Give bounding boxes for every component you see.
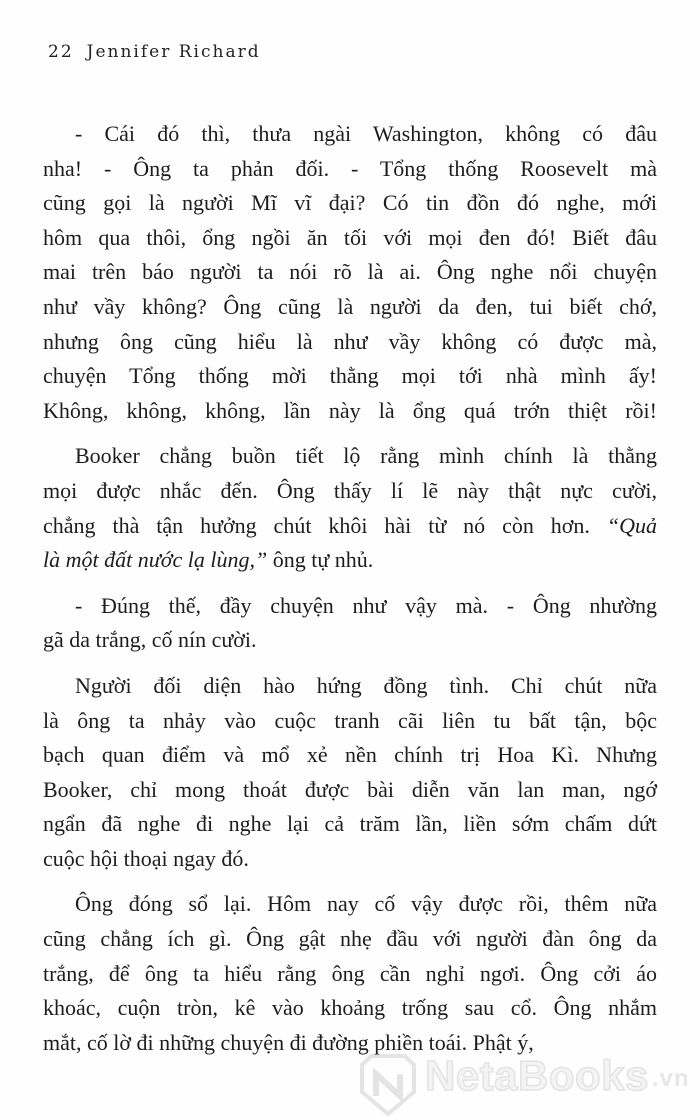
text-line: là ông ta nhảy vào cuộc tranh cãi liên tu bất tận, bộc: [43, 707, 657, 733]
paragraph: [43, 669, 657, 877]
text-line: Người đối diện hào hứng đồng tình. Chỉ chút nữa: [75, 672, 657, 698]
text-segment: ông tự nhủ.: [267, 547, 374, 573]
text-line: hôm qua thôi, ổng ngồi ăn tối với mọi đen đó! Biết đâu: [43, 224, 657, 250]
text-line: Ông đóng sổ lại. Hôm nay cố vậy được rồi, thêm nữa: [75, 891, 657, 917]
text-line: mọi được nhắc đến. Ông thấy lí lẽ này thật nực cười,: [43, 477, 657, 503]
page-number: 22: [48, 42, 74, 62]
watermark-tld: .vn: [651, 1065, 690, 1092]
text-line: nhưng ông cũng hiểu là như vầy không có được mà,: [43, 328, 657, 354]
text-line: Booker chẳng buồn tiết lộ rằng mình chính là thằng: [75, 443, 657, 469]
page-body: [43, 117, 657, 1060]
text-line: gã da trắng, cố nín cười.: [43, 627, 257, 653]
paragraph: [43, 589, 657, 658]
text-line: chuyện Tổng thống mời thằng mọi tới nhà mình ấy!: [43, 363, 657, 389]
text-line: cũng gọi là người Mĩ vĩ đại? Có tin đồn đó nghe, mới: [43, 190, 657, 216]
paragraph: [43, 887, 657, 1060]
text-line: [43, 509, 657, 544]
text-line: cuộc hội thoại ngay đó.: [43, 845, 249, 871]
text-line: trắng, để ông ta hiểu rằng ông cần nghỉ ngơi. Ông cởi áo: [43, 960, 657, 986]
running-head: [48, 42, 261, 62]
watermark-brand: NetaBooks: [425, 1052, 649, 1099]
text-line: - Đúng thế, đầy chuyện như vậy mà. - Ông nhường: [75, 592, 657, 618]
netabooks-shield-icon: [360, 1054, 416, 1116]
text-line: - Cái đó thì, thưa ngài Washington, không có đâu: [75, 121, 657, 146]
text-line: [43, 543, 657, 578]
text-line: mắt, cố lờ đi những chuyện đi đường phiền toái. Phật ý,: [43, 1029, 534, 1055]
text-line: khoác, cuộn tròn, kê vào khoảng trống sau cổ. Ông nhắm: [43, 995, 657, 1021]
italic-quote-segment: “Quả: [606, 512, 657, 538]
paragraph: [43, 117, 657, 428]
italic-quote-segment: là một đất nước lạ lùng,”: [43, 547, 268, 573]
text-line: bạch quan điểm và mổ xẻ nền chính trị Hoa Kì. Nhưng: [43, 742, 657, 768]
text-line: cũng chẳng ích gì. Ông gật nhẹ đầu với người đàn ông da: [43, 926, 657, 952]
text-line: mai trên báo người ta nói rõ là ai. Ông nghe nổi chuyện: [43, 259, 657, 285]
text-line: Không, không, không, lần này là ổng quá trớn thiệt rồi!: [43, 397, 657, 423]
text-line: Booker, chỉ mong thoát được bài diễn văn lan man, ngớ: [43, 776, 657, 802]
text-line: ngẩn đã nghe đi nghe lại cả trăm lần, liền sớm chấm dứt: [43, 811, 657, 837]
text-line: nha! - Ông ta phản đối. - Tổng thống Roosevelt mà: [43, 155, 657, 181]
text-segment: chẳng thà tận hưởng chút khôi hài từ nó còn hơn.: [43, 512, 607, 538]
paragraph: [43, 439, 657, 577]
text-line: như vầy không? Ông cũng là người da đen, tui biết chớ,: [43, 293, 657, 319]
running-head-author: Jennifer Richard: [86, 42, 261, 62]
